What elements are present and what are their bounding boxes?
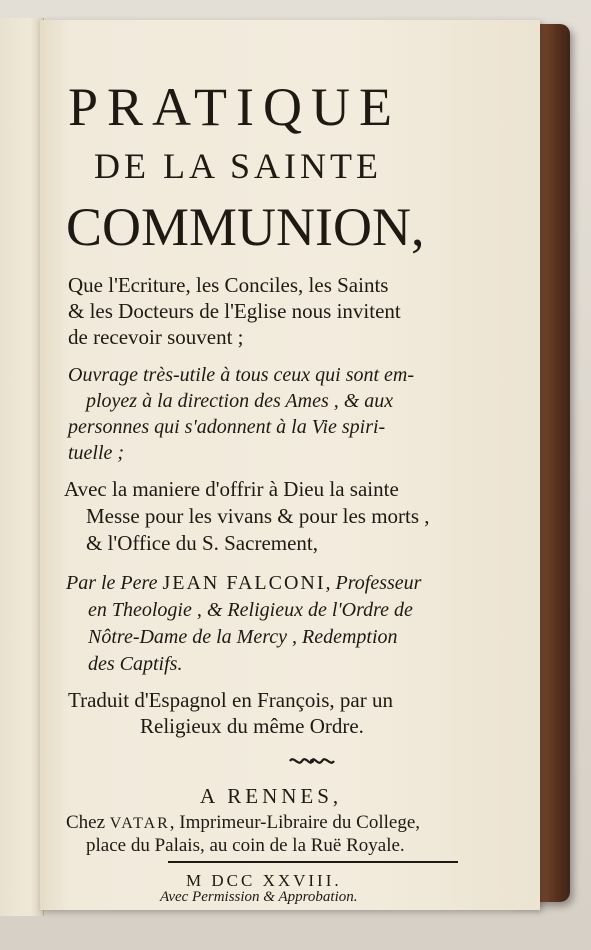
author-title: , Professeur: [325, 572, 422, 594]
ouvrage-line-1: Ouvrage très-utile à tous ceux qui sont em-: [68, 364, 415, 386]
ouvrage-line-3: personnes qui s'adonnent à la Vie spiri-: [68, 416, 386, 438]
subtitle-line-1: Que l'Ecriture, les Conciles, les Saints: [68, 273, 389, 297]
imprint-line-2: place du Palais, au coin de la Ruë Royale.: [86, 835, 405, 856]
subtitle-line-3: de recevoir souvent ;: [68, 325, 244, 349]
imprint-city: A RENNES,: [200, 784, 343, 808]
author-line-4: des Captifs.: [88, 653, 183, 675]
permission-line: Avec Permission & Approbation.: [160, 889, 358, 905]
fleuron-ornament-icon: [288, 754, 336, 768]
avec-line-2: Messe pour les vivans & pour les morts ,: [86, 504, 430, 528]
imprint-line-1: [66, 813, 420, 832]
imprint-chez: Chez: [66, 812, 110, 833]
author-prefix: Par le Pere: [66, 572, 163, 594]
left-page-edge: [0, 18, 44, 916]
ouvrage-line-2: ployez à la direction des Ames , & aux: [86, 390, 394, 412]
imprint-printer-title: , Imprimeur-Libraire du College,: [169, 812, 421, 833]
translation-line-1: Traduit d'Espagnol en François, par un: [68, 688, 393, 712]
author-name: JEAN FALCONI: [162, 572, 326, 594]
imprint-printer: VATAR: [109, 815, 170, 832]
title-page: [40, 20, 540, 910]
publication-date: M DCC XXVIII.: [186, 871, 342, 890]
title-line-3: COMMUNION,: [66, 197, 425, 257]
title-line-1: PRATIQUE: [68, 77, 402, 137]
author-line-1: [66, 573, 421, 593]
title-line-2: DE LA SAINTE: [94, 146, 382, 186]
subtitle-line-2: & les Docteurs de l'Eglise nous invitent: [68, 299, 401, 323]
ouvrage-line-4: tuelle ;: [68, 442, 125, 464]
author-line-3: Nôtre-Dame de la Mercy , Redemption: [88, 626, 398, 648]
translation-line-2: Religieux du même Ordre.: [140, 714, 364, 738]
avec-line-1: Avec la maniere d'offrir à Dieu la sainte: [64, 477, 399, 501]
horizontal-rule: [168, 860, 458, 864]
avec-line-3: & l'Office du S. Sacrement,: [86, 531, 319, 555]
author-line-2: en Theologie , & Religieux de l'Ordre de: [88, 599, 413, 621]
